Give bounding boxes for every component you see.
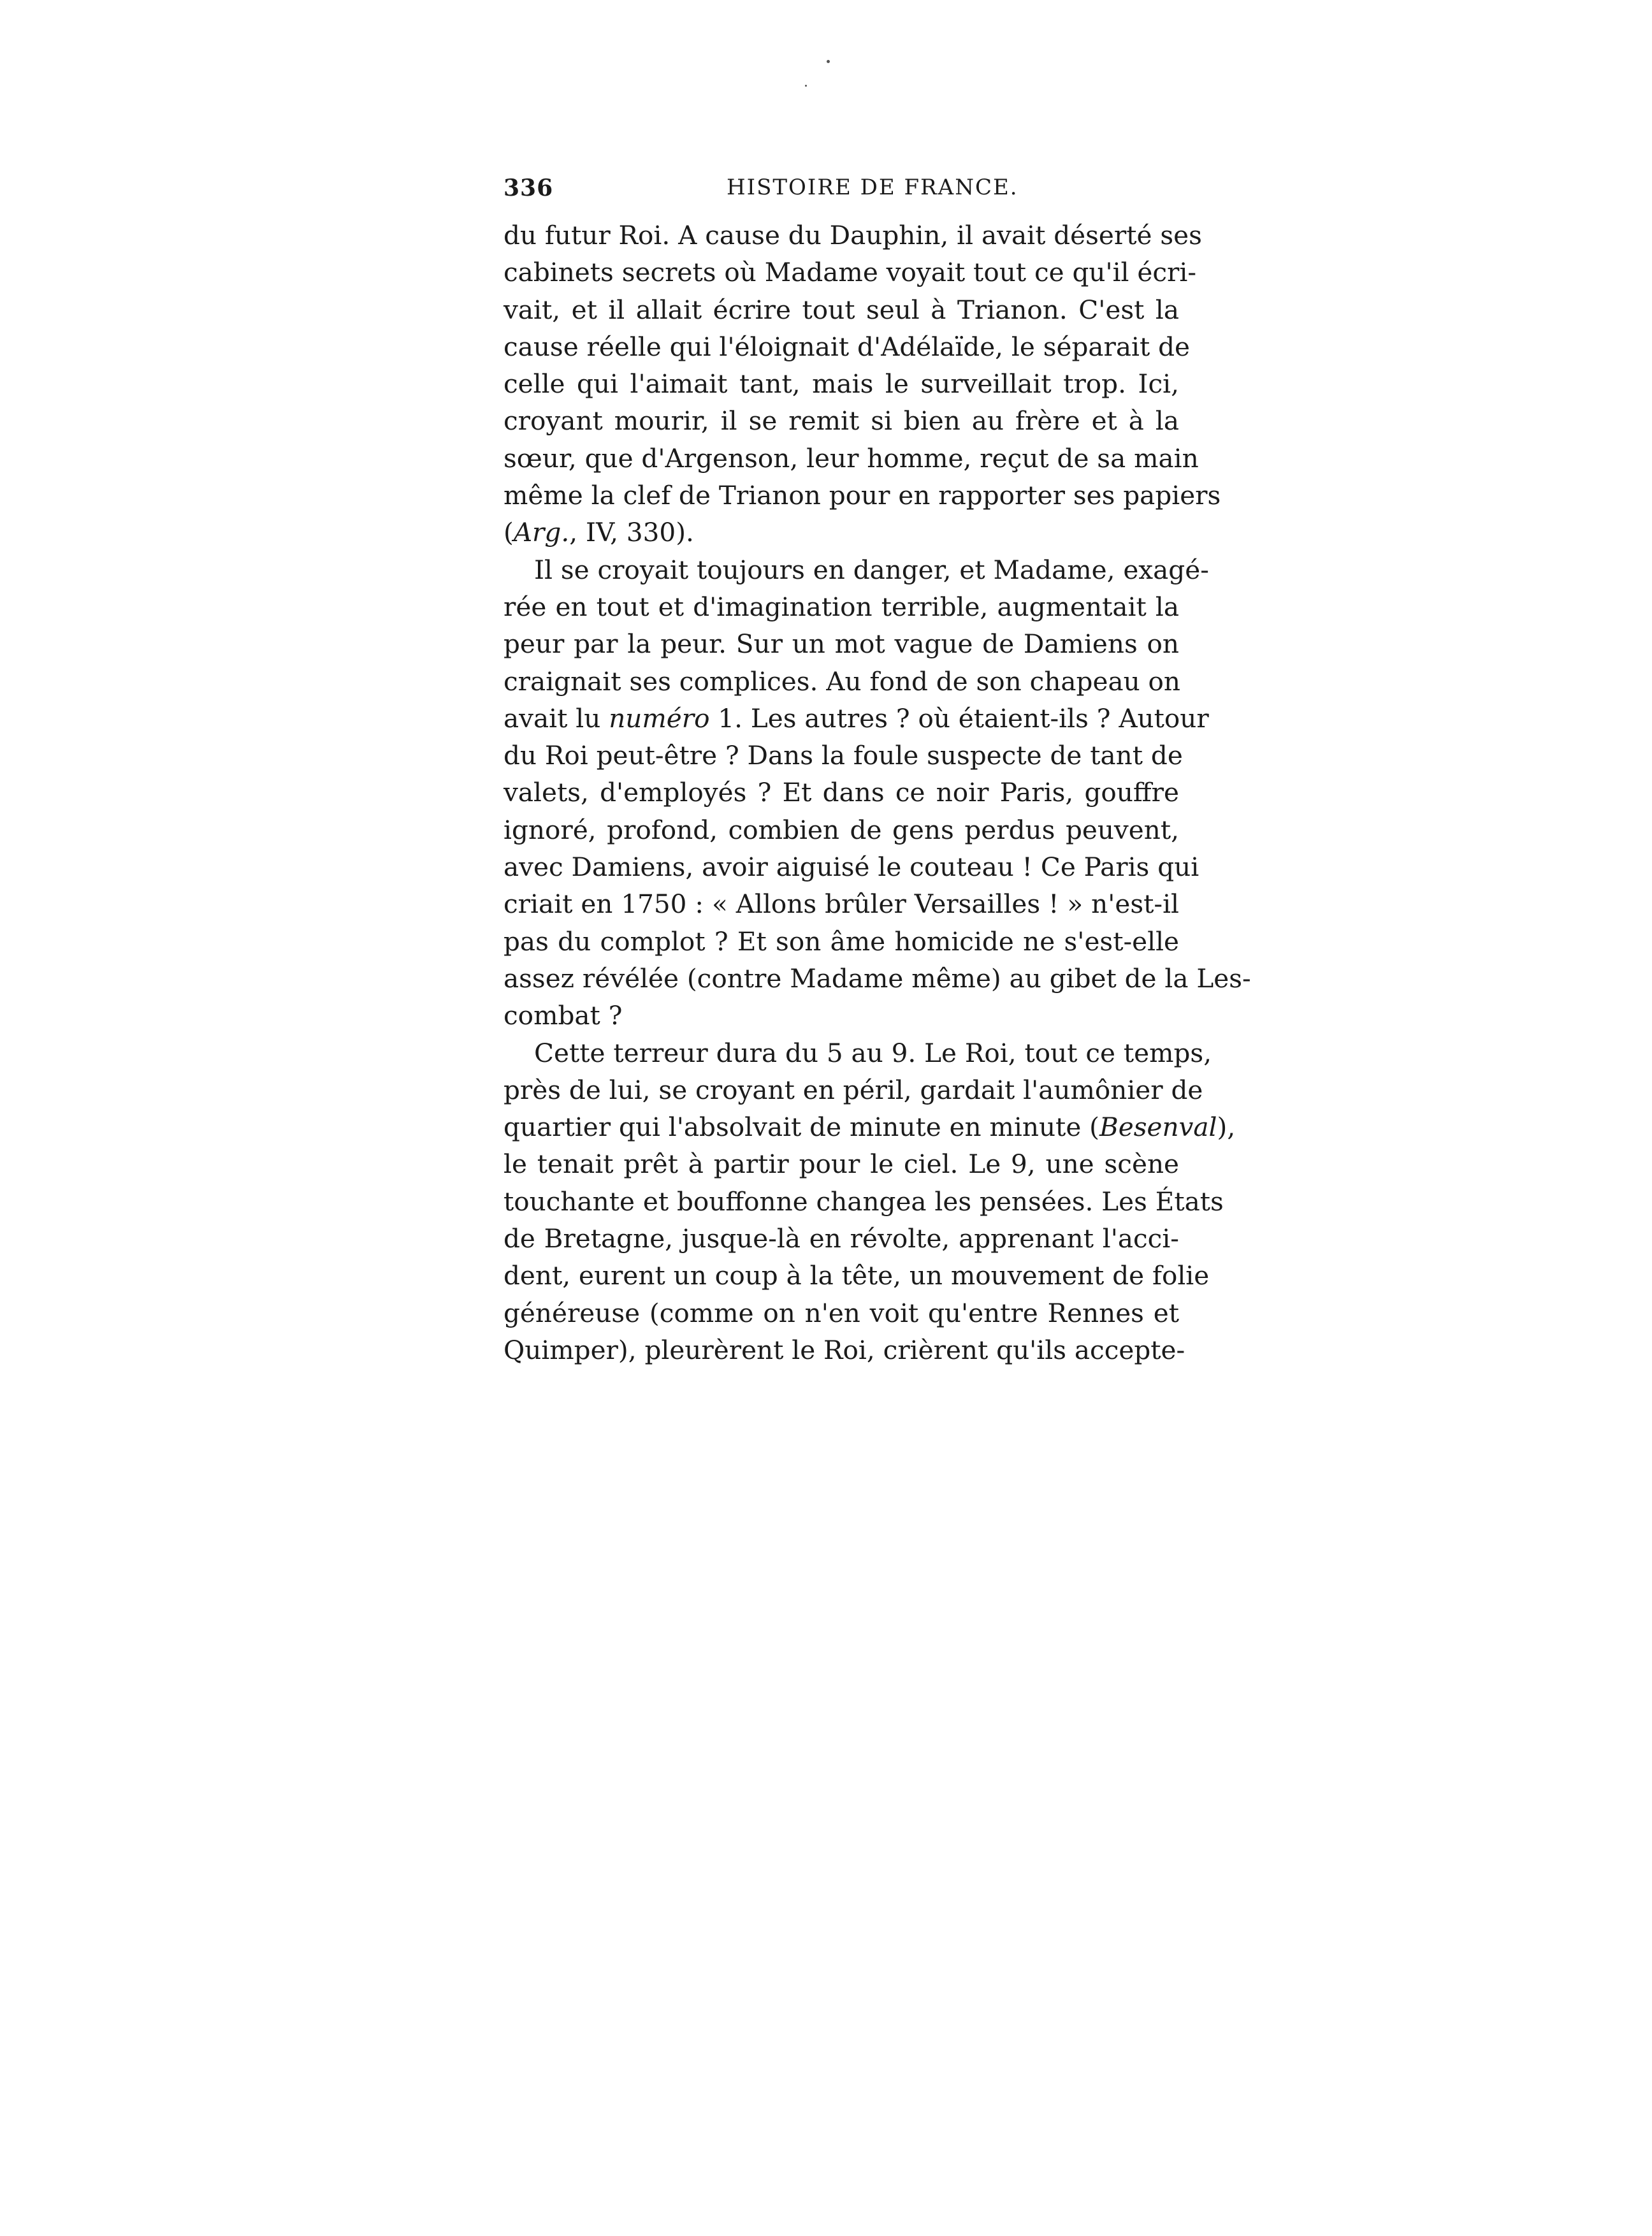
text-line: dent, eurent un coup à la tête, un mouvement de folie [504, 1260, 1210, 1291]
text-line: (Arg., IV, 330). [504, 517, 694, 548]
text-run: ), [1217, 1112, 1236, 1143]
text-line: même la clef de Trianon pour en rapporter ses papiers [504, 480, 1221, 511]
text-line: touchante et bouffonne changea les pensées. Les États [504, 1186, 1224, 1217]
running-head [504, 171, 1179, 209]
scan-speck [827, 60, 830, 63]
running-title: HISTOIRE DE FRANCE. [727, 175, 1018, 200]
paragraph-2 [504, 551, 1251, 1035]
text-line: peur par la peur. Sur un mot vague de Damiens on [504, 628, 1179, 660]
text-line: criait en 1750 : « Allons brûler Versailles ! » n'est-il [504, 889, 1179, 920]
text-line: combat ? [504, 1000, 623, 1031]
text-line: croyant mourir, il se remit si bien au frère et à la [504, 405, 1179, 437]
text-line: craignait ses complices. Au fond de son chapeau on [504, 665, 1181, 697]
text-line: Quimper), pleurèrent le Roi, crièrent qu'ils accepte- [504, 1334, 1185, 1365]
text-line [504, 1108, 1236, 1145]
text-line: de Bretagne, jusque-là en révolte, apprenant l'acci- [504, 1223, 1179, 1254]
text-run: 1. Les autres ? où étaient-ils ? Autour [709, 702, 1209, 734]
text-line: Cette terreur dura du 5 au 9. Le Roi, tout ce temps, [534, 1037, 1212, 1068]
text-line: sœur, que d'Argenson, leur homme, reçut de sa main [504, 442, 1199, 474]
text-line: rée en tout et d'imagination terrible, augmentait la [504, 591, 1179, 622]
text-line: assez révélée (contre Madame même) au gibet de la Les- [504, 962, 1251, 994]
paragraph-3 [504, 1035, 1236, 1369]
text-line: avec Damiens, avoir aiguisé le couteau ! Ce Paris qui [504, 852, 1199, 883]
citation-rest: , IV, 330). [569, 517, 694, 548]
text-line: près de lui, se croyant en péril, gardait l'aumônier de [504, 1074, 1203, 1105]
text-line: cabinets secrets où Madame voyait tout ce qu'il écri- [504, 257, 1197, 288]
text-line: généreuse (comme on n'en voit qu'entre Rennes et [504, 1297, 1179, 1328]
text-line: le tenait prêt à partir pour le ciel. Le 9, une scène [504, 1149, 1179, 1180]
text-line: Il se croyait toujours en danger, et Madame, exagé- [534, 554, 1209, 585]
text-run: quartier qui l'absolvait de minute en minute ( [504, 1112, 1099, 1143]
scan-speck [805, 85, 807, 87]
text-line [504, 700, 1209, 737]
page-number: 336 [504, 175, 554, 201]
paragraph-1 [504, 217, 1221, 551]
text-line: vait, et il allait écrire tout seul à Trianon. C'est la [504, 294, 1179, 325]
citation-italic: Besenval [1099, 1112, 1217, 1143]
text-line: du futur Roi. A cause du Dauphin, il avait déserté ses [504, 220, 1202, 250]
italic-word: numéro [609, 702, 710, 734]
text-line: celle qui l'aimait tant, mais le surveillait trop. Ici, [504, 368, 1179, 400]
text-line: pas du complot ? Et son âme homicide ne s'est-elle [504, 926, 1179, 957]
body-text [504, 217, 1251, 1368]
citation-italic: Arg. [513, 517, 570, 548]
text-line: du Roi peut-être ? Dans la foule suspecte de tant de [504, 740, 1183, 771]
text-run: avait lu [504, 702, 609, 734]
text-line: ignoré, profond, combien de gens perdus peuvent, [504, 814, 1179, 845]
text-line: cause réelle qui l'éloignait d'Adélaïde, le séparait de [504, 331, 1191, 362]
text-line: valets, d'employés ? Et dans ce noir Paris, gouffre [504, 777, 1179, 808]
